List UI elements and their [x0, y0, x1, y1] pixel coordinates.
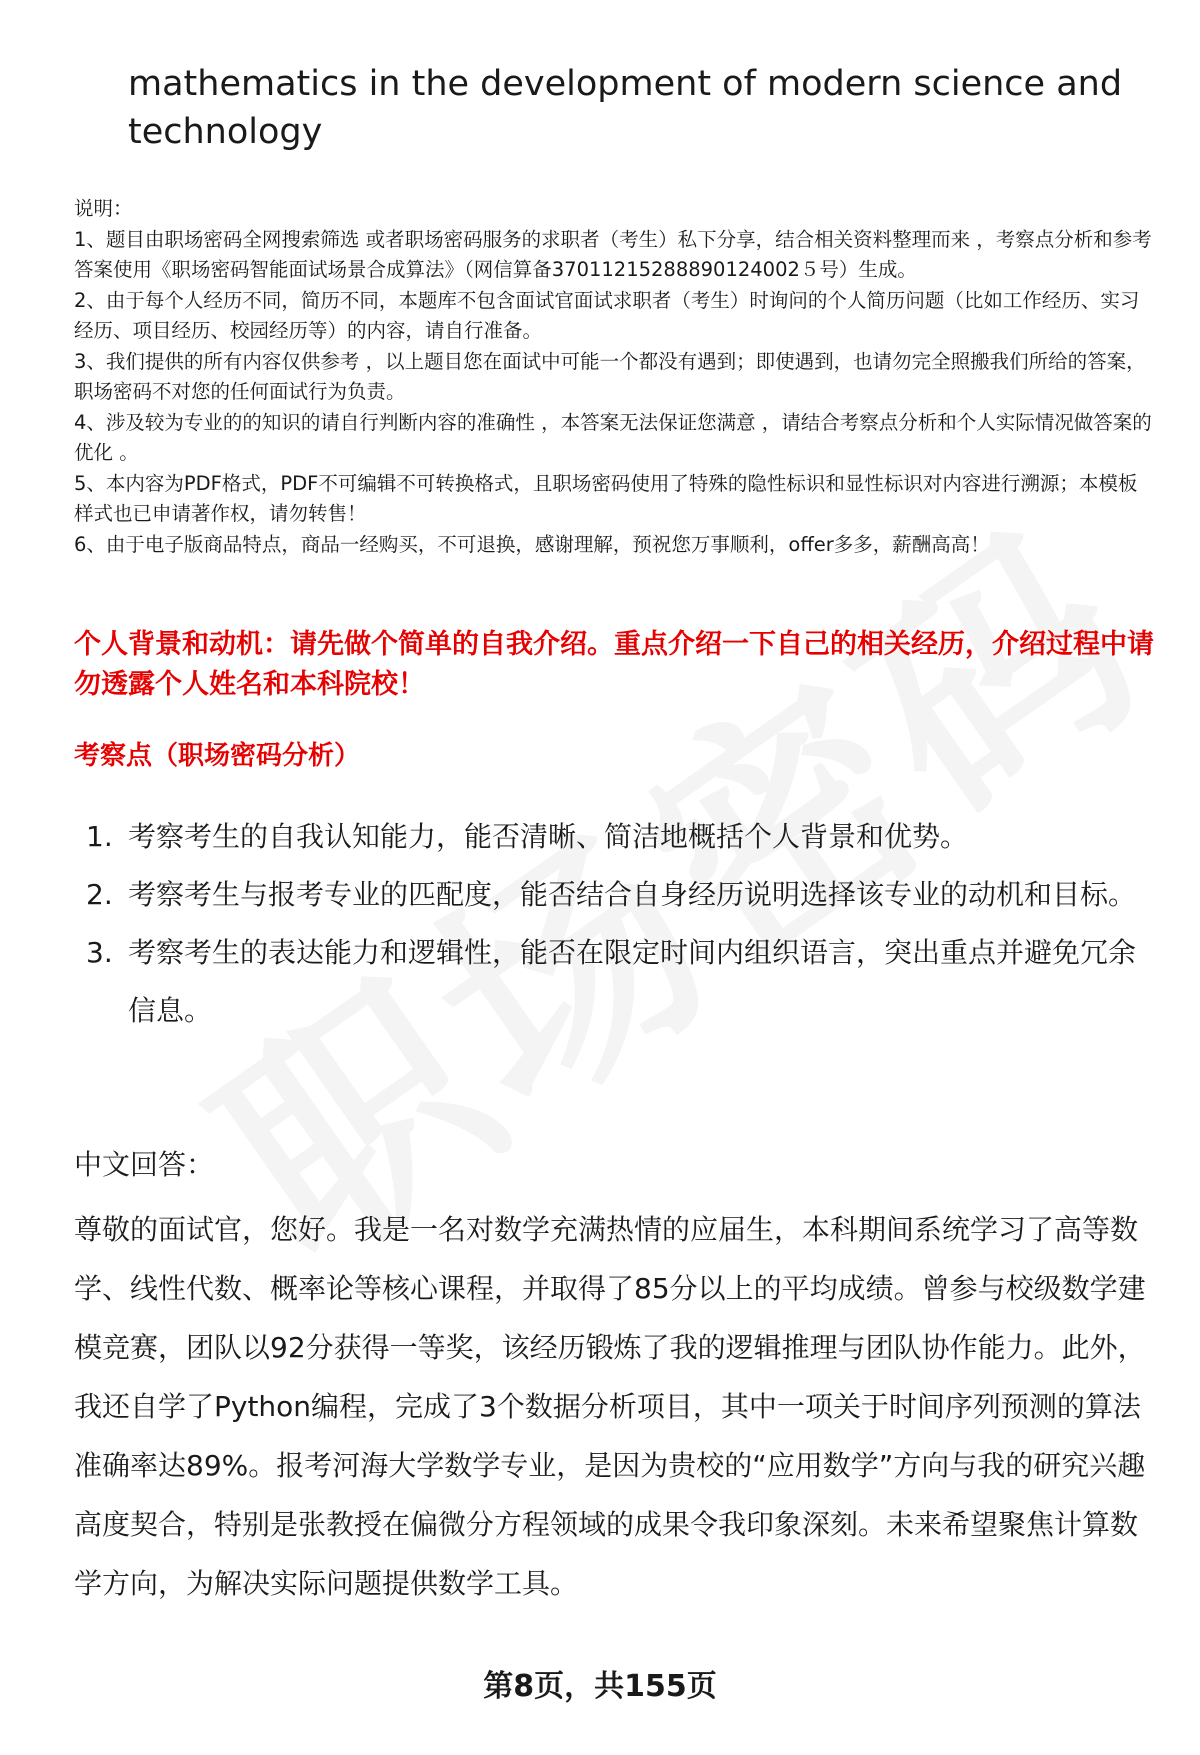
- point-text: 考察考生的表达能力和逻辑性，能否在限定时间内组织语言，突出重点并避免冗余信息。: [128, 936, 1137, 1027]
- page-footer: 第8页，共155页: [483, 1669, 717, 1704]
- notes-item: 4、涉及较为专业的的知识的请自行判断内容的准确性 ，本答案无法保证您满意 ，请结合考察点分析和个人实际情况做答案的优化 。: [74, 410, 1152, 464]
- point-text: 考察考生的自我认知能力，能否清晰、简洁地概括个人背景和优势。: [128, 820, 969, 853]
- analysis-heading: 考察点（职场密码分析）: [74, 741, 361, 771]
- analysis-point: [74, 866, 1154, 924]
- point-number: 2.: [86, 878, 113, 911]
- notes-item: 1、题目由职场密码全网搜索筛选 或者职场密码服务的求职者（考生）私下分享，结合相关资料整理而来 ，考察点分析和参考答案使用《职场密码智能面试场景合成算法》（网信算备37011215288890124002５号）生成。: [74, 227, 1152, 281]
- analysis-point: [74, 924, 1154, 1040]
- notes-item: 5、本内容为PDF格式，PDF不可编辑不可转换格式，且职场密码使用了特殊的隐性标识和显性标识对内容进行溯源；本模板样式也已申请著作权，请勿转售！: [74, 471, 1138, 525]
- point-number: 1.: [86, 820, 113, 853]
- analysis-point: [74, 808, 1154, 866]
- answer-label: 中文回答：: [74, 1148, 215, 1181]
- answer-body: 尊敬的面试官，您好。我是一名对数学充满热情的应届生，本科期间系统学习了高等数学、线性代数、概率论等核心课程，并取得了85分以上的平均成绩。曾参与校级数学建模竞赛，团队以92分获得一等奖，该经历锻炼了我的逻辑推理与团队协作能力。此外，我还自学了Python编程，完成了3个数据分析项目，其中一项关于时间序列预测的算法准确率达89%。报考河海大学数学专业，是因为贵校的“应用数学”方向与我的研究兴趣高度契合，特别是张教授在偏微分方程领域的成果令我印象深刻。未来希望聚焦计算数学方向，为解决实际问题提供数学工具。: [74, 1213, 1146, 1600]
- notes-label: 说明：: [74, 197, 133, 220]
- point-number: 3.: [86, 936, 113, 969]
- point-text: 考察考生与报考专业的匹配度，能否结合自身经历说明选择该专业的动机和目标。: [128, 878, 1137, 911]
- notes-item: 3、我们提供的所有内容仅供参考 ，以上题目您在面试中可能一个都没有遇到；即使遇到，也请勿完全照搬我们所给的答案，职场密码不对您的任何面试行为负责。: [74, 349, 1146, 403]
- interview-question: 个人背景和动机：请先做个简单的自我介绍。重点介绍一下自己的相关经历，介绍过程中请勿透露个人姓名和本科院校！: [74, 629, 1154, 700]
- notes-item: 2、由于每个人经历不同，简历不同，本题库不包含面试官面试求职者（考生）时询问的个人简历问题（比如工作经历、实习经历、项目经历、校园经历等）的内容，请自行准备。: [74, 288, 1140, 342]
- notes-section: [74, 194, 1154, 560]
- analysis-points-list: [74, 808, 1154, 1040]
- page-heading: mathematics in the development of modern science and technology: [128, 64, 1123, 152]
- notes-item: 6、由于电子版商品特点，商品一经购买，不可退换，感谢理解，预祝您万事顺利，offer多多，薪酬高高！: [74, 532, 990, 556]
